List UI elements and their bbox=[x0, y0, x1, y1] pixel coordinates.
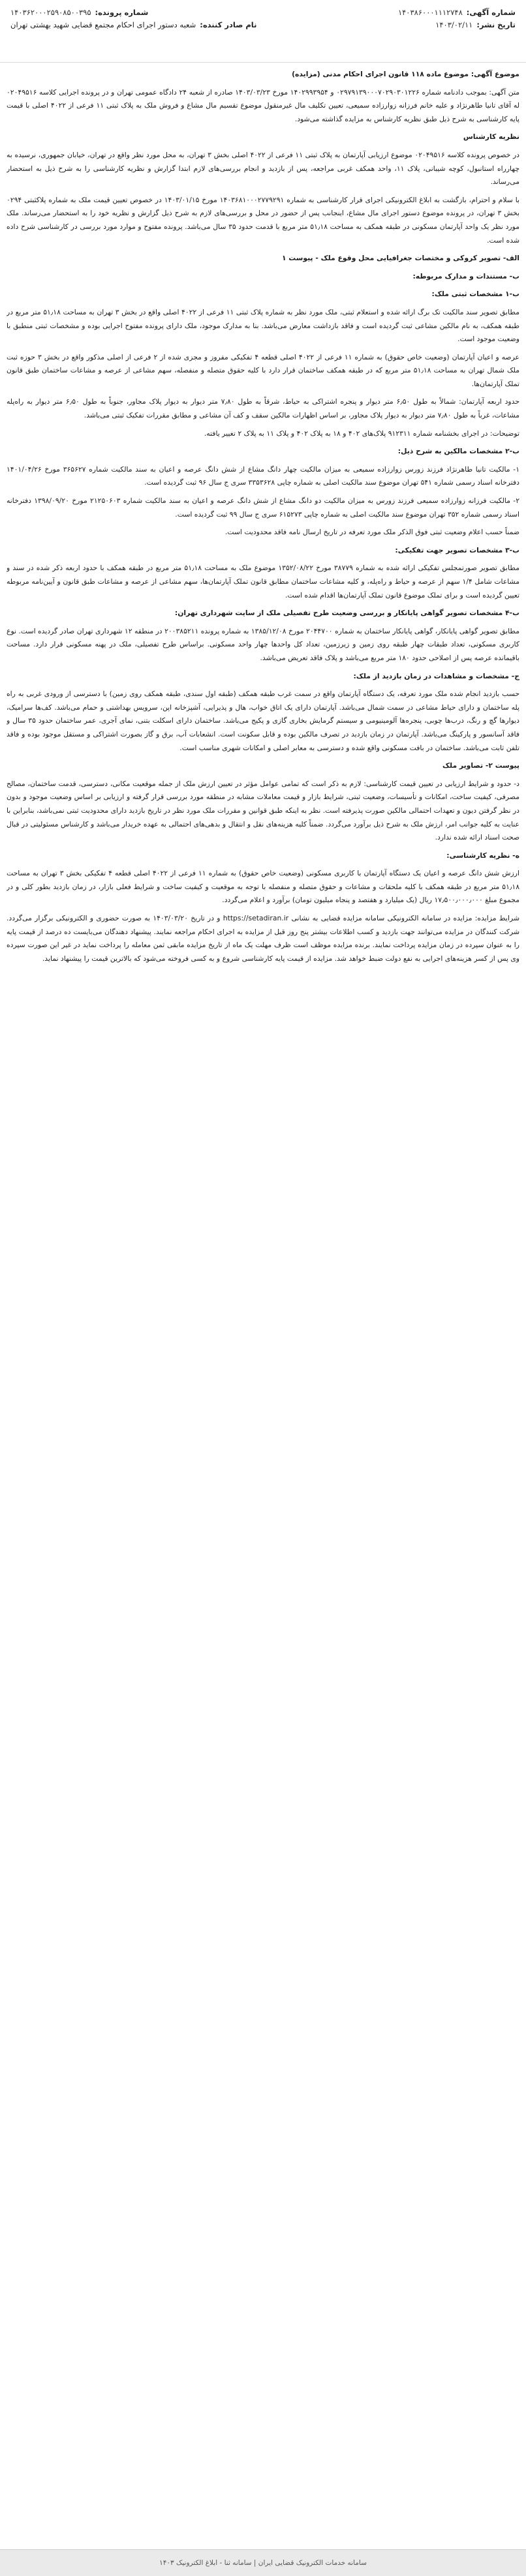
section-he-heading: ه- نظریه کارشناسی: bbox=[446, 851, 519, 860]
notice-number-label: شماره آگهی: bbox=[466, 8, 516, 17]
notice-number-value: ۱۴۰۳۸۶۰۰۰۱۱۱۲۷۴۸ bbox=[397, 8, 463, 17]
issuer-value: شعبه دستور اجرای احکام مجتمع قضایی شهید بهشتی تهران bbox=[10, 20, 196, 29]
paragraph-24: ارزش شش دانگ عرصه و اعیان یک دستگاه آپارتمان با کاربری مسکونی (وضعیت خاص حقوق) به شماره ۱۱ فرعی از ۴۰۲۲ اصلی قطعه ۴ تفکیکی بخش ۳ تهران به مساحت ۵۱٫۱۸ متر مربع در طبقه همکف با کلیه ملحقات و مشاعات و حقوق متصله و منفصله با توجه به موقعیت و کیفیت ساخت و شرایط فعلی بازار، در زمان بازدید بطور کلی و در مجموع مبلغ ۱۷٫۵۰۰٫۰۰۰٫۰۰۰ ریال (یک میلیارد و هفتصد و پنجاه میلیون تومان) برآورد و اعلام می‌گردد. bbox=[7, 869, 519, 905]
notice-body bbox=[7, 68, 519, 2545]
issuer-label: نام صادر کننده: bbox=[200, 20, 257, 29]
paragraph-18: مطابق تصویر گواهی پایانکار، گواهی پایانکار ساختمان به شماره ۲۰۴۴۷۰۰ مورخ ۱۳۸۵/۱۲/۰۸ به شماره پرونده ۲۰۰۳۸۵۲۱۱ در منطقه ۱۲ شهرداری تهران صادر گردیده است. نوع کاربری مسکونی، تعداد طبقات چهار طبقه روی زمین و زیرزمین، تعداد کل واحدها چهار واحد مسکونی. براساس طرح تفصیلی، ملک در پهنه مسکونی قرار دارد. مساحت باقیمانده عرصه پس از اصلاحی حدود ۱۸۰ متر مربع می‌باشد و پلاک فاقد تعریض می‌باشد. bbox=[7, 626, 519, 662]
notice-number-field bbox=[398, 7, 516, 19]
paragraph-9: حدود اربعه آپارتمان: شمالاً به طول ۶٫۵۰ متر دیوار و پنجره اشتراکی به حیاط، شرقاً به طول ۷٫۸۰ متر دیوار به دیوار پلاک مجاور، جنوباً به طول ۶٫۵۰ متر دیوار به راه‌پله مشاعات، غرباً به طول ۷٫۸۰ متر دیوار به دیوار پلاک مجاور، بر اساس اظهارات مالکین سقف و کف آن مشاعی و مطابق مقررات تفکیک ثبتی می‌باشد. bbox=[7, 397, 519, 420]
case-number-label: شماره پرونده: bbox=[95, 8, 149, 17]
section-be1-heading: ب-۱ مشخصات ثبتی ملک: bbox=[431, 290, 519, 299]
paragraph-12: ۱- مالکیت تانیا طاهرنژاد فرزند زورس زوارزاده سمیعی به میزان مالکیت چهار دانگ مشاع از شش دانگ عرصه و اعیان به سند مالکیت شماره ۳۶۵۶۲۷ مورخ ۱۴۰۱/۰۴/۲۶ دفترخانه اسناد رسمی شماره ۵۴۱ تهران موضوع سند مالکیت اصلی به شماره چاپی ۳۳۵۳۶۲۸ سری ج سال ۹۶ ثبت گردیده است. bbox=[7, 464, 519, 487]
case-number-value: ۱۴۰۳۶۲۰۰۰۲۵۹۰۸۵۰۰۳۹۵ bbox=[10, 8, 91, 17]
paragraph-14: ضمناً حسب اعلام وضعیت ثبتی فوق الذکر ملک مورد تعرفه در تاریخ ارسال نامه فاقد محدودیت است. bbox=[224, 528, 519, 537]
publish-date-value: ۱۴۰۳/۰۲/۱۱ bbox=[435, 20, 473, 29]
paragraph-8: عرصه و اعیان آپارتمان (وضعیت خاص حقوق) به شماره ۱۱ فرعی از ۴۰۲۲ اصلی قطعه ۴ تفکیکی مفروز و مجزی شده از ۲ فرعی از اصلی مذکور واقع در بخش ۳ حوزه ثبت ملک شمال تهران به مساحت ۵۱٫۱۸ متر مربع که در طبقه همکف ساختمان قرار دارد با کلیه حقوق متصله و منفصله، سهم مشاعی از عرصه و مشاعات ساختمان طبق قانون تملک آپارتمان‌ها. bbox=[7, 352, 519, 388]
section-be4-heading: ب-۴ مشخصات تصویر گواهی پایانکار و بررسی وضعیت طرح تفصیلی ملک از سایت شهرداری تهران: bbox=[174, 609, 519, 618]
section-be-heading: ب- مستندات و مدارک مربوطه: bbox=[412, 271, 519, 280]
publish-date-label: تاریخ نشر: bbox=[476, 20, 516, 29]
section-be2-heading: ب-۲ مشخصات مالکین به شرح ذیل: bbox=[397, 447, 519, 456]
notice-subject: موضوع آگهی: موضوع ماده ۱۱۸ قانون اجرای احکام مدنی (مزایده) bbox=[292, 70, 519, 78]
footer-text: سامانه خدمات الکترونیک قضایی ایران | سامانه ثنا - ابلاغ الکترونیک ۱۴۰۳ bbox=[159, 2559, 367, 2567]
paragraph-3: با سلام و احترام، بازگشت به ابلاغ الکترونیکی اجرای قرار کارشناسی به شماره ۱۴۰۳۶۸۱۰۰۰۲۷۷۹۲۹۱ مورخ ۱۴۰۳/۰۱/۱۵ در خصوص تعیین قیمت ملک به شماره پلاکثبتی ۰۲۹۴ بخش ۳ تهران، در پرونده موضوع دستور اجرای مال مشاع، اینجانب پس از حضور در محل و بررسی‌های لازم به شرح ذیل گزارش و نظریه خود را به استحضار می‌رساند. ملک مورد نظر یک واحد آپارتمان مسکونی در طبقه همکف به مساحت ۵۱٫۱۸ متر مربع با قدمت حدود ۳۵ سال می‌باشد. پرونده مفتوح و موارد مورد بررسی در کارشناسی شرح داده شده است. bbox=[7, 195, 519, 245]
paragraph-2: در خصوص پرونده کلاسه ۰۲۰۴۹۵۱۶ موضوع ارزیابی آپارتمان به پلاک ثبتی ۱۱ فرعی از ۴۰۲۲ اصلی بخش ۳ تهران، به محل مورد نظر واقع در تهران، خیابان جمهوری، نرسیده به چهارراه استانبول، کوچه شیبانی، پلاک ۱۱، واحد همکف غربی مراجعه، پس از بازدید و انجام بررسی‌های لازم ابتدا گزارش و نظریه کارشناسی را به شرح ذیل به استحضار می‌رساند. bbox=[7, 150, 519, 187]
section-be3-heading: ب-۳ مشخصات تصویر جهت تفکیکی: bbox=[395, 545, 519, 554]
paragraph-25: شرایط مزایده: مزایده در سامانه الکترونیکی سامانه مزایده قضایی به نشانی https://setadiran.ir و در تاریخ ۱۴۰۳/۰۳/۲۰ به صورت حضوری و الکترونیکی برگزار می‌گردد. شرکت کنندگان در مزایده می‌توانند جهت بازدید و کسب اطلاعات بیشتر پنج روز قبل از مزایده به اجرای احکام مراجعه نمایند. پیشنهاد دهندگان می‌بایست ده درصد از قیمت پایه را به عنوان سپرده در زمان مزایده پرداخت نمایند. برنده مزایده موظف است ظرف مهلت یک ماه از تاریخ مزایده مابقی ثمن معامله را پرداخت نماید در غیر این صورت سپرده وی پس از کسر هزینه‌های اجرایی به نفع دولت ضبط خواهد شد. مزایده از قیمت پایه کارشناسی شروع و به کسی فروخته می‌شود که بالاترین قیمت را پیشنهاد نماید. bbox=[7, 914, 519, 963]
header-row-2 bbox=[10, 19, 516, 31]
case-number-field bbox=[10, 7, 148, 19]
paragraph-10: توضیحات: در اجرای بخشنامه شماره ۹۱۲۳۱۱ پلاک‌های ۴۰۲ و ۱۸ به پلاک ۴۰۲ و پلاک ۱۱ به پلاک ۲ تغییر یافته. bbox=[204, 429, 519, 438]
paragraph-22: د- حدود و شرایط ارزیابی در تعیین قیمت کارشناسی: لازم به ذکر است که تمامی عوامل مؤثر در تعیین ارزش ملک از جمله موقعیت مکانی، دسترسی، قدمت ساختمان، مصالح مصرفی، کیفیت ساخت، امکانات و تأسیسات، وضعیت ثبتی، شرایط بازار و قیمت معاملات مشابه در منطقه مورد بررسی قرار گرفته و ارزیابی بر اساس وضعیت موجود و بدون در نظر گرفتن دیون و تعهدات احتمالی مالکین صورت پذیرفته است. نظر به اینکه طبق قوانین و مقررات ملک مورد نظر در تاریخ بازدید دارای محدودیت ثبتی نمی‌باشد، بنابراین با عنایت به کلیه جوانب امر، ارزش ملک به شرح ذیل برآورد می‌گردد. ضمناً کلیه هزینه‌های نقل و انتقال و بدهی‌های احتمالی به عهده خریدار می‌باشد و کارشناس مسئولیتی در قبال صحت اسناد ارائه شده ندارد. bbox=[7, 779, 519, 842]
notice-header bbox=[0, 0, 526, 63]
paragraph-13: ۲- مالکیت فرزانه زوارزاده سمیعی فرزند زورس به میزان مالکیت دو دانگ مشاع از شش دانگ عرصه و اعیان به سند مالکیت شماره ۲۱۲۵۰۶۰۳ مورخ ۱۳۹۸/۰۹/۲۰ دفترخانه اسناد رسمی شماره ۳۵۲ تهران موضوع سند مالکیت اصلی به شماره چاپی ۶۱۵۲۷۳ سری ج سال ۹۹ ثبت گردیده است. bbox=[7, 496, 519, 519]
section-alef-heading: الف- تصویر کروکی و مختصات جغرافیایی محل وقوع ملک - پیوست ۱ bbox=[281, 254, 519, 263]
header-row-1 bbox=[10, 7, 516, 19]
expert-opinion-heading: نظریه کارشناس bbox=[463, 132, 519, 142]
publish-date-field bbox=[435, 19, 516, 31]
paragraph-7: مطابق تصویر سند مالکیت تک برگ ارائه شده و استعلام ثبتی، ملک مورد نظر به شماره پلاک ثبتی ۱۱ فرعی از ۴۰۲۲ اصلی واقع در بخش ۳ تهران به مساحت ۵۱٫۱۸ متر مربع در طبقه همکف، به نام مالکین مشاعی ثبت گردیده است و فاقد بازداشت معارض می‌باشد. بنا به مدارک موجود، ملک دارای پرونده مفتوح اجرایی بوده و مشخصات ثبتی منطبق با وضعیت موجود است. bbox=[7, 307, 519, 344]
section-jim-heading: ج- مشخصات و مشاهدات در زمان بازدید از ملک: bbox=[353, 671, 519, 680]
page-footer bbox=[0, 2549, 526, 2576]
attachment-2-heading: پیوست ۲- تصاویر ملک bbox=[442, 761, 519, 770]
notice-intro-paragraph: متن آگهی: بموجب دادنامه شماره ۰۲۹۷۹۱۳۹۰۰۰۷۰۲۹۰۳۰۱۲۲۶ و ۱۴۰۲۹۹۳۹۵۴ مورخ ۱۴۰۳/۰۳/۲۳ صادره از شعبه ۲۴ دادگاه عمومی تهران و در پرونده اجرایی کلاسه ۰۲۰۴۹۵۱۶ له آقای تانیا طاهرنژاد و علیه خانم فرزانه زوارزاده سمیعی، تعیین تکلیف مال غیرمنقول موضوع تقسیم مال مشاع و فروش ملک به پلاک ثبتی ۱۱ فرعی از ۴۰۲۲ اصلی با قیمت پایه کارشناسی به شرح ذیل طبق نظریه کارشناس به مزایده گذاشته می‌شود. bbox=[7, 87, 519, 123]
paragraph-20: حسب بازدید انجام شده ملک مورد تعرفه، یک دستگاه آپارتمان واقع در سمت غرب طبقه همکف (طبقه اول سندی، طبقه همکف روی زمین) با دسترسی از ورودی غربی به راه پله ساختمان و دارای حیاط مشاعی در سمت شمال می‌باشد. آپارتمان دارای یک اتاق خواب، هال و پذیرایی، آشپزخانه اپن، سرویس بهداشتی و حمام می‌باشد. کف‌ها سرامیک، دیوارها گچ و رنگ، درب‌ها چوبی، پنجره‌ها آلومینیومی و سیستم گرمایش بخاری گازی و پکیج می‌باشد. ساختمان دارای اسکلت بتنی، نمای آجری، عمر ساختمان حدود ۳۵ سال و فاقد آسانسور و پارکینگ می‌باشد. آپارتمان در زمان بازدید در تصرف مالکین بوده و قابل سکونت است. انشعابات آب، برق و گاز بصورت اشتراکی و مستقل موجود بوده و فاقد تلفن ثابت می‌باشد. ساختمان در بافت مسکونی واقع شده و دسترسی به معابر اصلی و امکانات شهری مناسب است. bbox=[7, 689, 519, 752]
paragraph-16: مطابق تصویر صورتمجلس تفکیکی ارائه شده به شماره ۳۸۷۷۹ مورخ ۱۳۵۲/۰۸/۲۲ موضوع ملک به مساحت ۵۱٫۱۸ متر مربع در طبقه همکف با حدود اربعه ذکر شده در سند و مشاعات شامل ۱/۴ سهم از عرصه و حیاط و راه‌پله، و کلیه مشاعات ساختمان مطابق قانون تملک آپارتمان‌ها، سهم مشاعی از عرصه و مشاعات طبق قانون و آیین‌نامه مربوطه تعیین گردیده است و برای تملک موضوع قانون تملک آپارتمان‌ها اقدام شده است. bbox=[7, 564, 519, 599]
issuer-field bbox=[10, 19, 256, 31]
